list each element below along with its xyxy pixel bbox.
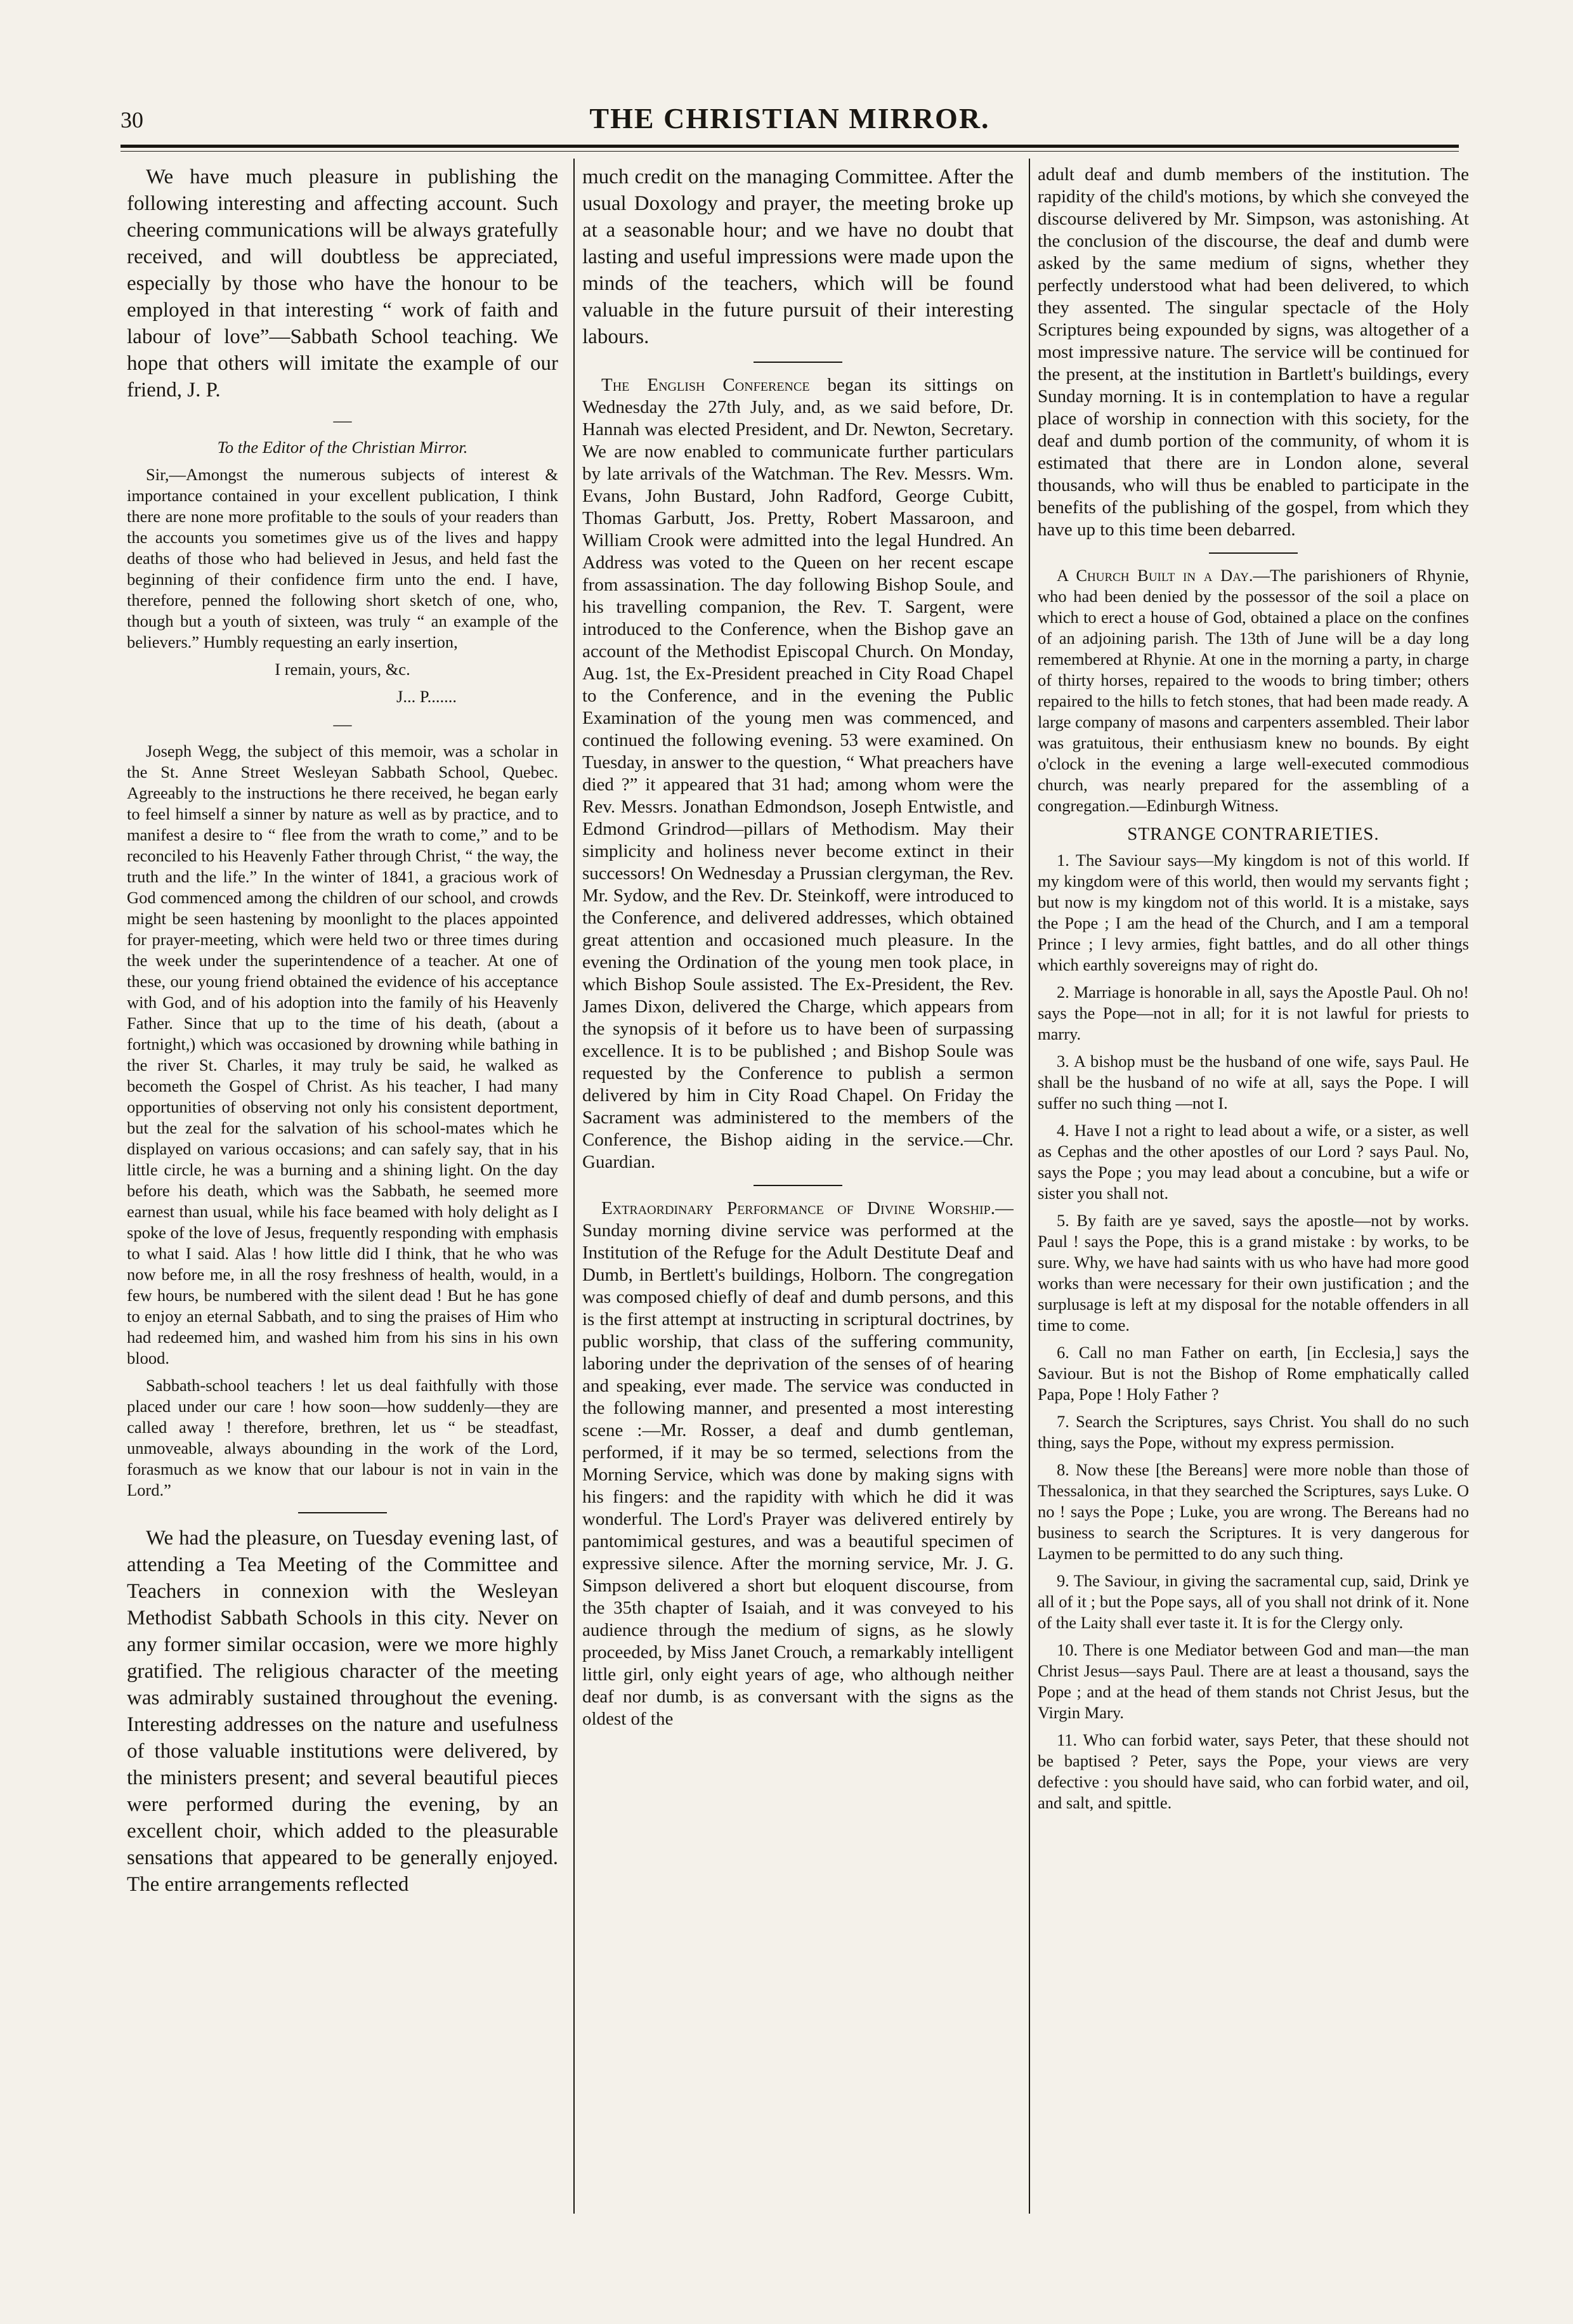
- contrariety-item: 8. Now these [the Bereans] were more noble than those of Thessalonica, in that they searched the Scriptures, says Luke. O no ! says the Pope ; Luke, you are wrong. The Bereans had no business to search the Scriptures. It is very dangerous for Laymen to be permitted to do any such thing.: [1038, 1460, 1469, 1563]
- column-2: [582, 164, 1014, 2219]
- column-divider-2: [1029, 159, 1030, 2214]
- contrariety-item: 5. By faith are ye saved, says the apostle—not by works. Paul ! says the Pope, this is a grand mistake : by works, to be sure. Why, we have had saints with us who have had more good works than were necessary for their own justification ; and the surplusage is left at my disposal for the notable offenders in all time to come.: [1038, 1211, 1469, 1335]
- letter-signature: J... P.......: [396, 687, 457, 706]
- contrariety-item: 7. Search the Scriptures, says Christ. You shall do no such thing, says the Pope, without my express permission.: [1038, 1412, 1469, 1452]
- church-body: —The parishioners of Rhynie, who had been denied by the possessor of the soil a place on which to erect a house of God, obtained a place on the confines of an adjoining parish. The 13th of June will be a day long remembered at Rhynie. At one in the morning a party, in charge of thirty horses, repaired to the woods to bring timber; others repaired to the hills to fetch stones, that had been made ready. A large company of masons and carpenters assembled. Their labor was gratuitous, their enthusiasm knew no bounds. By eight o'clock in the evening a large well-executed commodious church, was nearly prepared for the assembling of a congregation.—Edinburgh Witness.: [1038, 566, 1469, 815]
- separator-dash-2: —: [333, 714, 352, 734]
- section-rule-3: [754, 1185, 842, 1186]
- page-title: THE CHRISTIAN MIRROR.: [589, 102, 990, 134]
- page-header: [121, 95, 1459, 146]
- contrariety-item: 10. There is one Mediator between God and man—the man Christ Jesus—says Paul. There are at least a thousand, says the Pope ; and at the head of them stands not Christ Jesus, but the Virgin Mary.: [1038, 1640, 1469, 1722]
- contrariety-item: 4. Have I not a right to lead about a wife, or a sister, as well as Cephas and the other apostles of our Lord ? says Paul. No, says the Pope ; you may lead about a concubine, but a wife or sister you shall not.: [1038, 1121, 1469, 1203]
- header-rule: [121, 145, 1459, 148]
- church-heading: A Church Built in a Day.: [1057, 566, 1253, 585]
- contrariety-item: 3. A bishop must be the husband of one wife, says Paul. He shall be the husband of no wife at all, says the Pope. I will suffer no such thing —not I.: [1038, 1052, 1469, 1113]
- section-rule-2: [754, 362, 842, 363]
- conference-heading: The English Conference: [601, 375, 810, 395]
- extraordinary-continued: adult deaf and dumb members of the institution. The rapidity of the child's motions, by which she conveyed the discourse delivered by Mr. Simpson, was astonishing. At the conclusion of the discourse, the deaf and dumb were asked by the same medium of signs, whether they perfectly understood what had been delivered, to which they assented. The singular spectacle of the Holy Scriptures being expounded by signs, was altogether of a most impressive nature. The service will be continued for the present, at the institution in Bartlett's buildings, every Sunday morning. It is in contemplation to have a regular place of worship in connection with this society, for the deaf and dumb portion of the community, of whom it is estimated that there are in London alone, several thousands, who will thus be enabled to participate in the benefits of the publishing of the gospel, from which they have up to this time been debarred.: [1038, 164, 1469, 540]
- letter-closing: I remain, yours, &c.: [275, 660, 410, 679]
- letter-body: Sir,—Amongst the numerous subjects of interest & importance contained in your excellent publication, I think there are none more profitable to the souls of your readers than the accounts you sometimes give us of the lives and happy deaths of those who had believed in Jesus, and held fast the beginning of their confidence firm unto the end. I have, therefore, penned the following short sketch of one, who, though but a youth of sixteen, was truly “ an example of the believers.” Humbly requesting an early insertion,: [127, 465, 558, 651]
- letter-address: To the Editor of the Christian Mirror.: [217, 438, 468, 457]
- exhortation-paragraph: Sabbath-school teachers ! let us deal faithfully with those placed under our care ! how soon—how suddenly—they are called away ! therefore, brethren, let us “ be steadfast, unmoveable, always abounding in the work of the Lord, forasmuch as we know that our labour is not in vain in the Lord.”: [127, 1376, 558, 1499]
- page-number: 30: [121, 107, 143, 133]
- column-1: [127, 164, 558, 2219]
- extraordinary-body: —Sunday morning divine service was performed at the Institution of the Refuge for the Adult Destitute Deaf and Dumb, in Bertlett's buildings, Holborn. The congregation was composed chiefly of deaf and dumb persons, and this is the first attempt at instructing in scriptural doctrines, by public worship, that class of the suffering community, laboring under the deprivation of the senses of of hearing and speaking, ever made. The service was conducted in the following manner, and presented a most interesting scene :—Mr. Rosser, a deaf and dumb gentleman, performed, if it may be so termed, selections from the Morning Service, which was done by making signs with his fingers: and the rapidity with which he did it was wonderful. The Lord's Prayer was delivered entirely by pantomimical gestures, and was a beautiful specimen of expressive silence. After the morning service, Mr. J. G. Simpson delivered a short but eloquent discourse, from the 35th chapter of Isaiah, and it was conveyed to his audience through the medium of signs, as he slowly proceeded, by Miss Janet Crouch, a remarkably intelligent little girl, only eight years of age, who although neither deaf nor dumb, is as conversant with the signs as the oldest of the: [582, 1198, 1014, 1729]
- strange-contrarieties-heading: STRANGE CONTRARIETIES.: [1127, 824, 1380, 844]
- contrariety-item: 11. Who can forbid water, says Peter, that these should not be baptised ? Peter, says the Pope, your views are very defective : you should have said, who can forbid water, and oil, and salt, and spittle.: [1038, 1730, 1469, 1812]
- church-article: [1038, 565, 1469, 816]
- memoir-paragraph: Joseph Wegg, the subject of this memoir, was a scholar in the St. Anne Street Wesleyan Sabbath School, Quebec. Agreeably to the instructions he there received, he began early to feel himself a sinner by nature as well as by practice, and to manifest a desire to “ flee from the wrath to come,” and to be reconciled to his Heavenly Father through Christ, “ the way, the truth and the life.” In the winter of 1841, a gracious work of God commenced among the children of our school, and crowds might be seen hastening by moonlight to the places appointed for prayer-meeting, which were held two or three times during the week under the superintendence of a teacher. At one of these, our young friend obtained the evidence of his acceptance with God, and of his adoption into the family of his Heavenly Father. Since that up to the time of his death, (about a fortnight,) which was occasioned by drowning while bathing in the river St. Charles, it may truly be said, he walked as becometh the Gospel of Christ. As his teacher, I had many opportunities of observing not only his consistent deportment, but the zeal for the salvation of his school-mates which he displayed on various occasions; and can safely say, that in his little circle, he was a burning and a shining light. On the day before his death, which was the Sabbath, he seemed more earnest than usual, while his face beamed with holy delight as I spoke of the love of Jesus, frequently responding with emphasis to what I said. Alas ! how little did I think, that he who was now before me, in all the rosy freshness of health, would, in a few hours, be numbered with the silent dead ! But he has gone to enjoy an eternal Sabbath, and to sing the praises of Him who had redeemed him, and washed him from his sins in his own blood.: [127, 741, 558, 1368]
- separator-dash: —: [333, 410, 352, 431]
- extraordinary-heading: Extraordinary Performance of Divine Worship.: [601, 1198, 995, 1218]
- tea-meeting-continued: much credit on the managing Committee. After the usual Doxology and prayer, the meeting broke up at a seasonable hour; and we have no doubt that lasting and useful impressions were made upon the minds of the teachers, which will be found valuable in the future pursuit of their interesting labours.: [582, 166, 1014, 348]
- extraordinary-article: [582, 1198, 1014, 1730]
- tea-meeting-paragraph: We had the pleasure, on Tuesday evening last, of attending a Tea Meeting of the Committee and Teachers in connexion with the Wesleyan Methodist Sabbath Schools in this city. Never on any former similar occasion, were we more highly gratified. The religious character of the meeting was admirably sustained throughout the evening. Interesting addresses on the nature and usefulness of those valuable institutions were delivered, by the ministers present; and several beautiful pieces were performed during the evening, by an excellent choir, which added to the pleasurable sensations that appeared to be generally enjoyed. The entire arrangements reflected: [127, 1527, 558, 1896]
- column-3: [1038, 164, 1469, 2219]
- header-rule-thin: [121, 151, 1459, 152]
- section-rule-4: [1209, 552, 1298, 554]
- intro-paragraph: We have much pleasure in publishing the following interesting and affecting account. Such cheering communications will be always gratefully received, and will doubtless be appreciated, especially by those who have the honour to be employed in that interesting “ work of faith and labour of love”—Sabbath School teaching. We hope that others will imitate the example of our friend, J. P.: [127, 166, 558, 401]
- contrariety-item: 1. The Saviour says—My kingdom is not of this world. If my kingdom were of this world, then would my servants fight ; but now is my kingdom not of this world. It is a mistake, says the Pope ; I am the head of the Church, and I am a temporal Prince ; I levy armies, fight battles, and do all other things which earthly sovereigns may of right do.: [1038, 851, 1469, 974]
- conference-article: [582, 374, 1014, 1173]
- column-divider-1: [573, 159, 575, 2214]
- contrariety-item: 6. Call no man Father on earth, [in Ecclesia,] says the Saviour. But is not the Bishop of Rome emphatically called Papa, Pope ! Holy Father ?: [1038, 1343, 1469, 1404]
- contrariety-item: 9. The Saviour, in giving the sacramental cup, said, Drink ye all of it ; but the Pope says, all of you shall not drink of it. None of the Laity shall ever taste it. It is for the Clergy only.: [1038, 1571, 1469, 1632]
- conference-body: began its sittings on Wednesday the 27th July, and, as we said before, Dr. Hannah was elected President, and Dr. Newton, Secretary. We are now enabled to communicate further particulars by late arrivals of the Watchman. The Rev. Messrs. Wm. Evans, John Bustard, John Radford, George Cubitt, Thomas Garbutt, Jos. Pretty, Robert Massaroon, and William Crook were admitted into the legal Hundred. An Address was voted to the Queen on her recent escape from assassination. The day following Bishop Soule, and his travelling companion, the Rev. T. Sargent, were introduced to the Conference, when the Bishop gave an account of the Methodist Episcopal Church. On Monday, Aug. 1st, the Ex-President preached in City Road Chapel to the Conference, and in the evening the Public Examination of the young men was commenced, and continued the following evening. 53 were examined. On Tuesday, in answer to the question, “ What preachers have died ?” it appeared that 31 had; among whom were the Rev. Messrs. Jonathan Edmondson, Joseph Entwistle, and Edmond Grindrod—pillars of Methodism. May their simplicity and holiness never become extinct in their successors! On Wednesday a Prussian clergyman, the Rev. Mr. Sydow, and the Rev. Dr. Steinkoff, were introduced to the Conference, and delivered addresses, which obtained great attention and occasioned much pleasure. In the evening the Ordination of the young men took place, in which Bishop Soule assisted. The Ex-President, the Rev. James Dixon, delivered the Charge, which appears from the synopsis of it before us to have been of surpassing excellence. It is to be published ; and Bishop Soule was requested by the Conference to publish a sermon delivered by him in City Road Chapel. On Friday the Sacrament was administered to the members of the Conference, the Bishop aiding in the service.—Chr. Guardian.: [582, 375, 1014, 1172]
- contrariety-item: 2. Marriage is honorable in all, says the Apostle Paul. Oh no! says the Pope—not in all; for it is not lawful for priests to marry.: [1038, 982, 1469, 1043]
- section-rule: [298, 1512, 387, 1513]
